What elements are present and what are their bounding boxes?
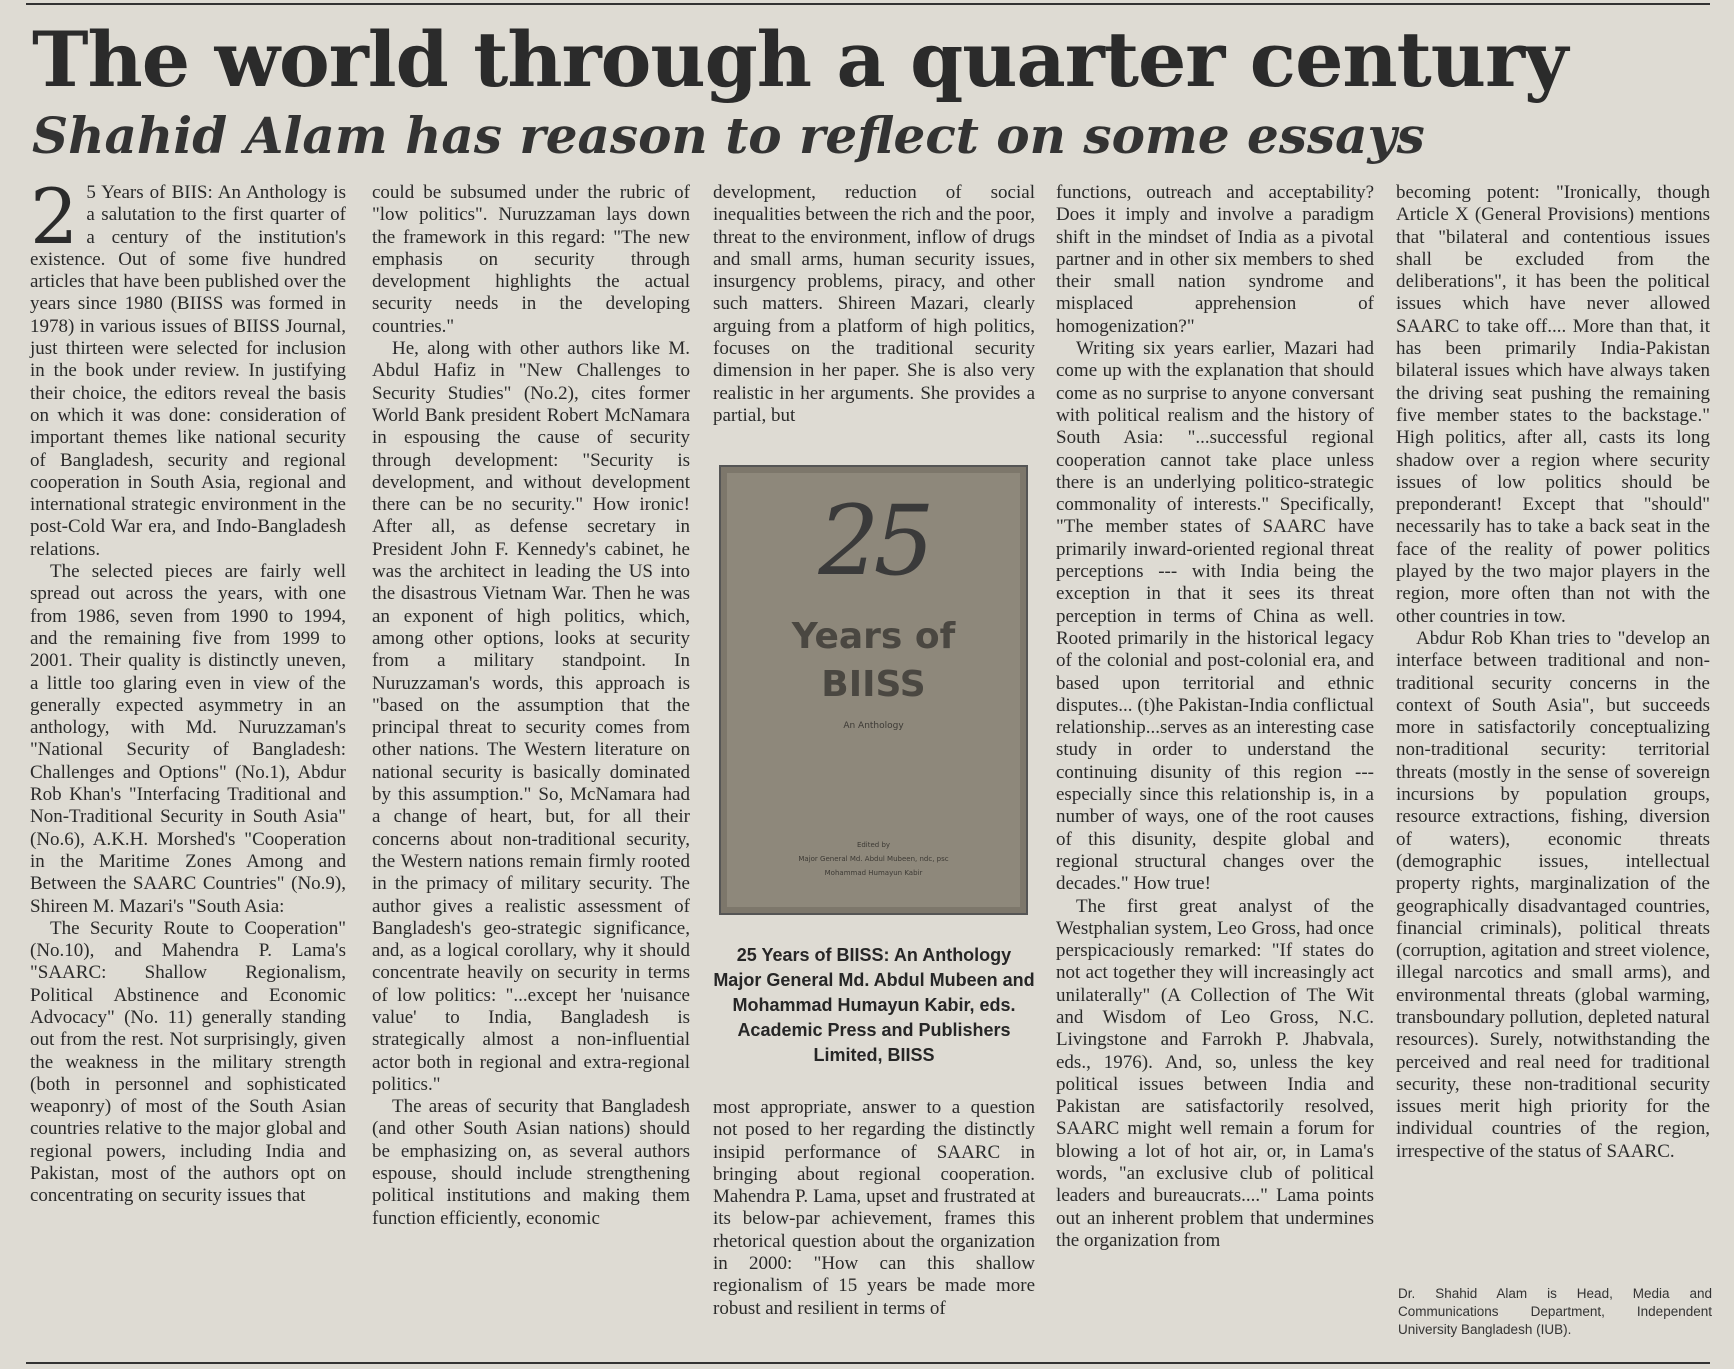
column-3-top bbox=[713, 182, 1035, 427]
column-5 bbox=[1396, 182, 1710, 1163]
paragraph: development, reduction of social inequalities between the rich and the poor, threat to the environment, inflow of drugs and small arms, human security issues, insurgency problems, piracy, and other such matters. Shireen Mazari, clearly arguing from a platform of high politics, focuses on the traditional security dimension in her paper. She is also very realistic in her arguments. She provides a partial, but bbox=[713, 182, 1035, 426]
paragraph: becoming potent: "Ironically, though Article X (General Provisions) mentions that "bilateral and contentious issues shall be excluded from the deliberations", it has been the political issues which have never allowed SAARC to take off.... More than that, it has been primarily India-Pakistan bilateral issues which have always taken the driving seat pushing the remaining five member states to the backstage." High politics, after all, casts its long shadow over a region where security issues of low politics should be preponderant! Except that "should" necessarily has to take a back seat in the face of the reality of power politics played by the two major players in the region, more often than not with the other countries in tow. bbox=[1396, 182, 1710, 627]
book-cover bbox=[727, 473, 1020, 907]
paragraph: He, along with other authors like M. Abdul Hafiz in "New Challenges to Security Studies" (No.2), cites former World Bank president Robert McNamara in espousing the cause of security through development: "Security is development, and without development there can be no security." How ironic! After all, as defense secretary in President John F. Kennedy's cabinet, he was the architect in leading the US into the disastrous Vietnam War. Then he was an exponent of high politics, which, among other options, looks at security from a military standpoint. In Nuruzzaman's words, this approach is "based on the assumption that the principal threat to security comes from other nations. The Western literature on national security is basically dominated by this assumption." So, McNamara had a change of heart, but, for all their concerns about non-traditional security, the Western nations remain firmly rooted in the primacy of military security. The author gives a realistic assessment of Bangladesh's geo-strategic significance, and, as a logical corollary, why it should concentrate heavily on security in terms of low politics: "...except her 'nuisance value' to India, Bangladesh is strategically almost a non-influential actor both in regional and extra-regional politics." bbox=[372, 338, 690, 1095]
book-cover-title-line: Years of bbox=[791, 616, 956, 657]
book-caption: 25 Years of BIISS: An Anthology Major General Md. Abdul Mubeen and Mohammad Humayun Kabir, eds. Academic Press and Publishers Limited, BIISS bbox=[713, 945, 1035, 1065]
paragraph bbox=[30, 172, 346, 561]
paragraph-text: 5 Years of BIIS: An Anthology is a salutation to the first quarter of a century of the institution's existence. Out of some five hundred articles that have been published over the years since 1980 (BIISS was formed in 1978) in various issues of BIISS Journal, just thirteen were selected for inclusion in the book under review. In justifying their choice, the editors reveal the basis on which it was done: consideration of important themes like national security of Bangladesh, security and regional cooperation in South Asia, regional and international strategic environment in the post-Cold War era, and Indo-Bangladesh relations. bbox=[30, 182, 346, 560]
book-cover-number: 25 bbox=[818, 485, 929, 597]
paragraph: The areas of security that Bangladesh (and other South Asian nations) should be emphasizing on, as several authors espouse, should include strengthening political institutions and making them function efficiently, economic bbox=[372, 1096, 690, 1229]
author-bio: Dr. Shahid Alam is Head, Media and Communications Department, Independent University Bangladesh (IUB). bbox=[1398, 1286, 1712, 1337]
paragraph: The first great analyst of the Westphalian system, Leo Gross, had once perspicaciously remarked: "If states do not act together they will increasingly act unilaterally" (A Collection of The Wit and Wisdom of Leo Gross, N.C. Livingstone and Farrokh P. Jhabvala, eds., 1976). And, so, unless the key political issues between India and Pakistan are satisfactorily resolved, SAARC might well remain a forum for blowing a lot of hot air, or, in Lama's words, "an exclusive club of political leaders and bureaucrats...." Lama points out an inherent problem that undermines the organization from bbox=[1056, 895, 1374, 1251]
book-cover-editors-line: Mohammad Humayun Kabir bbox=[824, 869, 923, 877]
column-4 bbox=[1056, 182, 1374, 1252]
paragraph: Abdur Rob Khan tries to "develop an interface between traditional and non-traditional security concerns in the context of South Asia", but succeeds more in satisfactorily conceptualizing non-traditional security: territorial threats (mostly in the sense of sovereign incursions by population groups, resource extractions, fishing, diversion of waters), economic threats (demographic issues, intellectual property rights, marginalization of the geographically disadvantaged countries, financial criminals), political threats (corruption, agitation and street violence, illegal narcotics and small arms), and environmental threats (global warming, transboundary pollution, depleted natural resources). Surely, notwithstanding the perceived and real need for traditional security, these non-traditional security issues merit high priority for the individual countries of the region, irrespective of the status of SAARC. bbox=[1396, 627, 1710, 1162]
bottom-rule bbox=[26, 1362, 1710, 1364]
top-rule bbox=[26, 3, 1710, 5]
paragraph: The selected pieces are fairly well spread out across the years, with one from 1986, seven from 1990 to 1994, and the remaining five from 1999 to 2001. Their quality is distinctly uneven, a little too glaring even in view of the generally expected asymmetry in an anthology, with Md. Nuruzzaman's "National Security of Bangladesh: Challenges and Options" (No.1), Abdur Rob Khan's "Interfacing Traditional and Non-Traditional Security in South Asia" (No.6), A.K.H. Morshed's "Cooperation in the Maritime Zones Among and Between the SAARC Countries" (No.9), Shireen M. Mazari's "South Asia: bbox=[30, 561, 346, 917]
paragraph: most appropriate, answer to a question not posed to her regarding the distinctly insipid performance of SAARC in bringing about regional cooperation. Mahendra P. Lama, upset and frustrated at its below-par achievement, frames this rhetorical question about the organization in 2000: "How can this shallow regionalism of 15 years be made more robust and resilient in terms of bbox=[713, 1097, 1035, 1319]
paragraph: Writing six years earlier, Mazari had come up with the explanation that should come as no surprise to anyone conversant with political realism and the history of South Asia: "...successful regional cooperation cannot take place unless there is an underlying politico-strategic commonality of interests." Specifically, "The member states of SAARC have primarily inward-oriented regional threat perceptions --- with India being the exception in that it sees its threat perception in terms of China as well. Rooted primarily in the historical legacy of the colonial and post-colonial era, and based upon territorial and ethnic disputes... (t)he Pakistan-India conflictual relationship...serves as an interesting case study in order to understand the continuing disunity of this region --- especially since this relationship is, in a number of ways, one of the root causes of this disunity, despite global and regional structural changes over the decades." How true! bbox=[1056, 338, 1374, 895]
column-2 bbox=[372, 182, 690, 1230]
paragraph: functions, outreach and acceptability? Does it imply and involve a paradigm shift in the mindset of India as a pivotal partner and in other six members to shed their small nation syndrome and misplaced apprehension of homogenization?" bbox=[1056, 182, 1374, 337]
drop-cap: 2 bbox=[30, 172, 79, 261]
subhead: Shahid Alam has reason to reflect on some essays bbox=[32, 106, 1425, 165]
book-cover-title-line: BIISS bbox=[821, 664, 926, 705]
book-cover-editors-line: Major General Md. Abdul Mubeen, ndc, psc bbox=[798, 855, 949, 863]
book-cover-title bbox=[727, 613, 1020, 709]
paragraph: could be subsumed under the rubric of "low politics". Nuruzzaman lays down the framework in this regard: "The new emphasis on security through development highlights the actual security needs in the developing countries." bbox=[372, 182, 690, 337]
headline: The world through a quarter century bbox=[32, 15, 1568, 104]
paragraph: The Security Route to Cooperation" (No.10), and Mahendra P. Lama's "SAARC: Shallow Regionalism, Political Abstinence and Economic Advocacy" (No. 11) generally standing out from the rest. Not surprisingly, given the weakness in the military strength (both in personnel and sophisticated weaponry) of most of the South Asian countries relative to the major global and regional powers, including India and Pakistan, most of the authors opt on concentrating on security issues that bbox=[30, 917, 346, 1207]
column-3-bottom bbox=[713, 1097, 1035, 1320]
book-cover-editors bbox=[747, 838, 1000, 880]
column-1 bbox=[30, 172, 346, 1208]
book-cover-image bbox=[719, 465, 1028, 915]
book-cover-subtitle: An Anthology bbox=[843, 721, 904, 731]
book-cover-editors-line: Edited by bbox=[856, 841, 891, 849]
